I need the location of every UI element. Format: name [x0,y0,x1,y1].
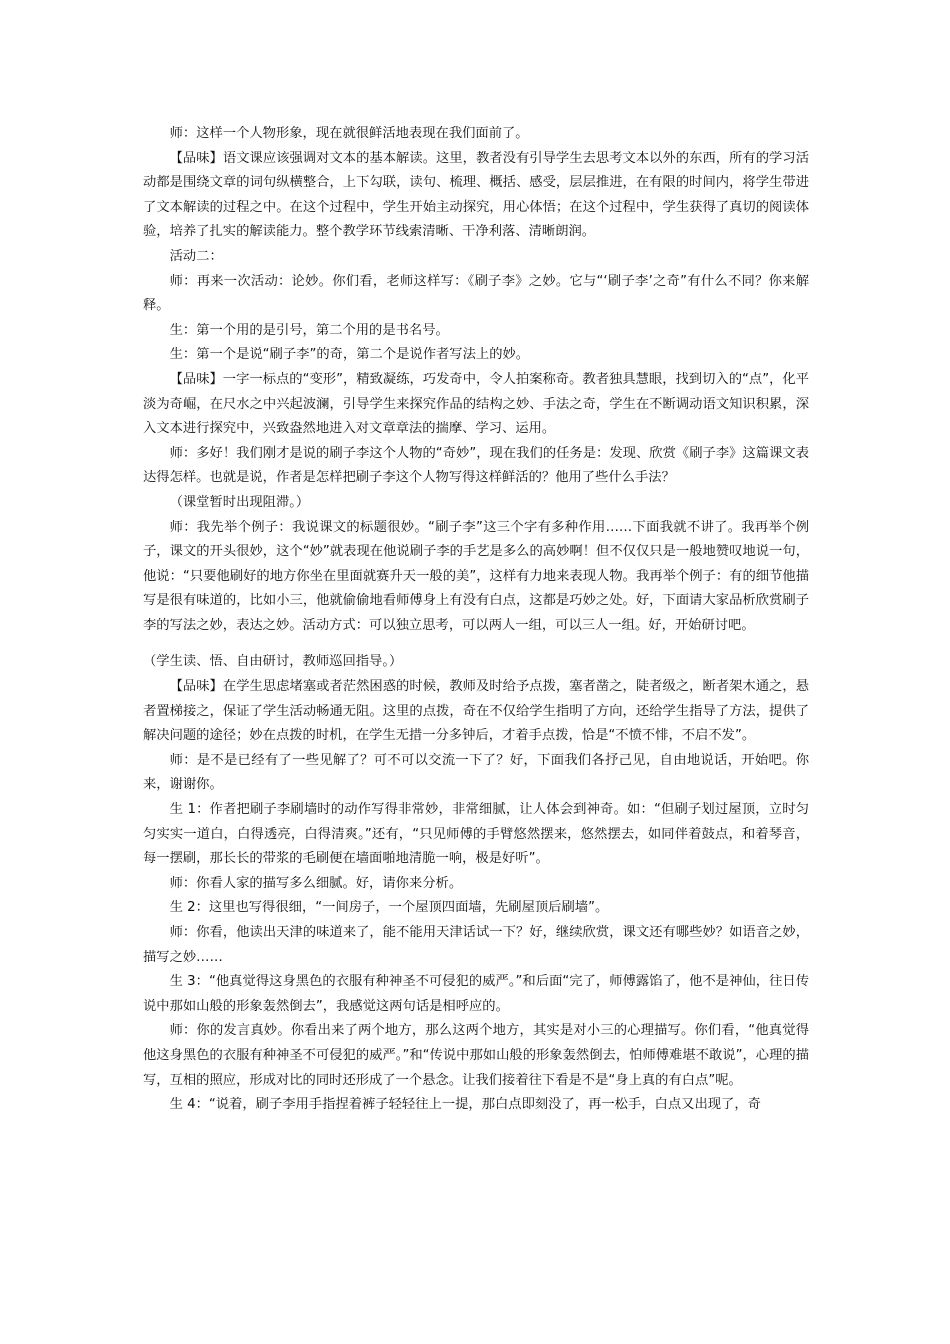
paragraph-teacher-line: 师：你看人家的描写多么细腻。好，请你来分析。 [169,875,463,891]
paragraph-student-line: 生 4：“说着，刷子李用手指捏着裤子轻轻往上一提，那白点即刻没了，再一松手，白点又出现了，奇 [169,1097,761,1113]
paragraph-teacher-line: 师：你的发言真妙。你看出来了两个地方，那么这两个地方，其实是对小三的心理描写。你们看，“他真觉得他这身黑色的衣服有种神圣不可侵犯的威严。”和“传说中那如山般的形象轰然倒去，怕师傅难堪不敢说”，心理的描写，互相的照应，形成对比的同时还形成了一个悬念。让我们接着往下看是不是“身上真的有白点”呢。 [143,1023,809,1088]
paragraph-activity-heading: 活动二： [169,248,223,264]
document-body [143,122,809,1118]
paragraph-student-line: 生：第一个用的是引号，第二个用的是书名号。 [169,322,449,338]
paragraph-teacher-line: 师：多好！我们刚才是说的刷子李这个人物的“奇妙”，现在我们的任务是：发现、欣赏《刷子李》这篇课文表达得怎样。也就是说，作者是怎样把刷子李这个人物写得这样鲜活的？他用了些什么手法？ [143,445,809,486]
paragraph-commentary: 【品味】语文课应该强调对文本的基本解读。这里，教者没有引导学生去思考文本以外的东西，所有的学习活动都是围绕文章的词句纵横整合，上下勾联，读句、梳理、概括、感受，层层推进，在有限的时间内，将学生带进了文本解读的过程之中。在这个过程中，学生开始主动探究，用心体悟；在这个过程中，学生获得了真切的阅读体验，培养了扎实的解读能力。整个教学环节线索清晰、干净利落、清晰朗润。 [143,150,809,240]
paragraph-teacher-line: 师：这样一个人物形象，现在就很鲜活地表现在我们面前了。 [169,126,529,141]
paragraph-stage-note: （学生读、悟、自由研讨，教师巡回指导。） [143,654,403,670]
paragraph-student-line: 生 3：“他真觉得这身黑色的衣服有种神圣不可侵犯的威严。”和后面“完了，师傅露馅了，他不是神仙，往日传说中那如山般的形象轰然倒去”，我感觉这两句话是相呼应的。 [143,974,809,1014]
paragraph-teacher-line: 师：我先举个例子：我说课文的标题很妙。“刷子李”这三个字有多种作用……下面我就不讲了。我再举个例子，课文的开头很妙，这个“妙”就表现在他说刷子李的手艺是多么的高妙啊！但不仅仅只是一般地赞叹地说一句，他说：“只要他刷好的地方你坐在里面就赛升天一般的美”，这样有力地来表现人物。我再举个例子：有的细节他描写是很有味道的，比如小三，他就偷偷地看师傅身上有没有白点，这都是巧妙之处。好，下面请大家品析欣赏刷子李的写法之妙，表达之妙。活动方式：可以独立思考，可以两人一组，可以三人一组。好，开始研讨吧。 [143,519,809,633]
paragraph-teacher-line: 师：你看，他读出天津的味道来了，能不能用天津话试一下？好，继续欣赏，课文还有哪些妙？如语音之妙，描写之妙…… [143,925,809,965]
paragraph-student-line: 生 2：这里也写得很细，“一间房子，一个屋顶四面墙，先刷屋顶后刷墙”。 [169,900,609,916]
paragraph-student-line: 生 1：作者把刷子李刷墙时的动作写得非常妙，非常细腻，让人体会到神奇。如：“但刷子划过屋顶，立时匀匀实实一道白，白得透亮，白得清爽。”还有，“只见师傅的手臂悠然摆来，悠然摆去，如同伴着鼓点，和着琴音，每一摆刷，那长长的带浆的毛刷便在墙面啪地清脆一响，极是好听”。 [143,802,809,867]
paragraph-teacher-line: 师：是不是已经有了一些见解了？可不可以交流一下了？好，下面我们各抒己见，自由地说话，开始吧。你来，谢谢你。 [143,752,809,793]
paragraph-commentary: 【品味】一字一标点的“变形”，精致凝练，巧发奇中，令人拍案称奇。教者独具慧眼，找到切入的“点”，化平淡为奇崛，在尺水之中兴起波澜，引导学生来探究作品的结构之妙、手法之奇，学生在不断调动语文知识积累，深入文本进行探究中，兴致盎然地进入对文章章法的揣摩、学习、运用。 [143,371,809,437]
paragraph-teacher-line: 师：再来一次活动：论妙。你们看，老师这样写：《刷子李》之妙。它与“‘刷子李’之奇”有什么不同？你来解释。 [143,273,809,314]
paragraph-commentary: 【品味】在学生思虑堵塞或者茫然困惑的时候，教师及时给予点拨，塞者凿之，陡者级之，断者架木通之，悬者置梯接之，保证了学生活动畅通无阻。这里的点拨，奇在不仅给学生指明了方向，还给学生指导了方法，提供了解决问题的途径；妙在点拨的时机，在学生无措一分多钟后，才着手点拨，恰是“不愤不悱，不启不发”。 [143,679,809,744]
paragraph-stage-note: （课堂暂时出现阻滞。） [169,494,310,510]
paragraph-student-line: 生：第一个是说“刷子李”的奇，第二个是说作者写法上的妙。 [169,347,530,363]
